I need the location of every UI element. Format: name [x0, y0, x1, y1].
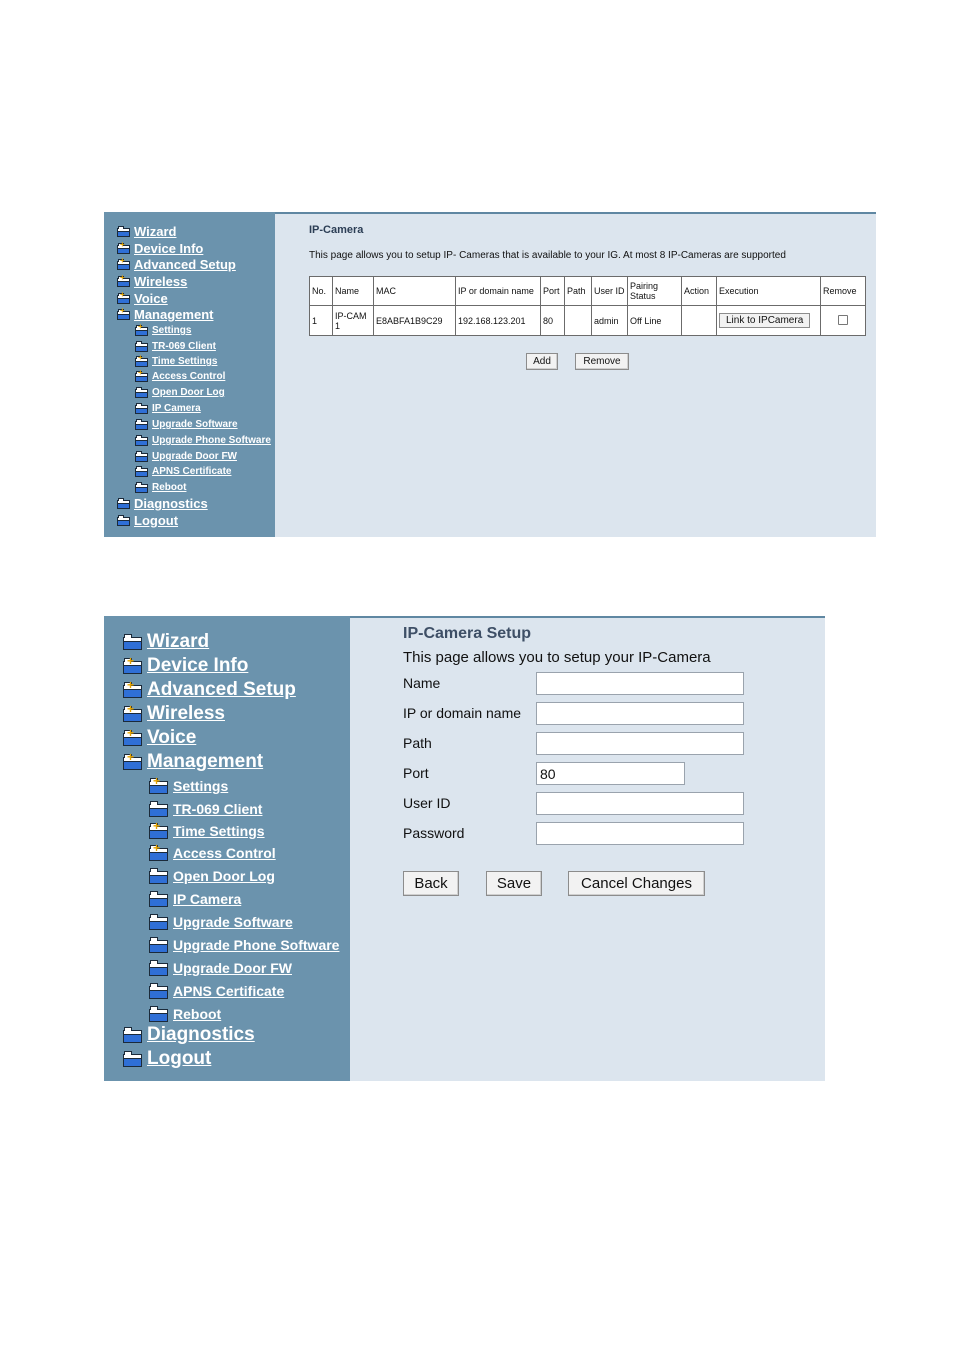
sidebar-item-access-control[interactable]: [149, 841, 276, 861]
password-input[interactable]: [536, 822, 744, 845]
port-input[interactable]: [536, 762, 685, 785]
sidebar-item-logout[interactable]: [117, 513, 178, 528]
port-label: Port: [403, 765, 429, 781]
folder-icon: [123, 1051, 142, 1067]
sidebar-item-label[interactable]: Device Info: [134, 241, 204, 256]
link-to-ipcamera-button[interactable]: Link to IPCamera: [719, 313, 810, 328]
sidebar-item-reboot[interactable]: [149, 1006, 221, 1022]
remove-checkbox[interactable]: [838, 315, 848, 325]
cancel-changes-button[interactable]: Cancel Changes: [568, 871, 705, 896]
sidebar-item-label[interactable]: Diagnostics: [134, 496, 208, 511]
cell-execution: [717, 306, 821, 336]
sidebar-item-label[interactable]: TR-069 Client: [152, 341, 216, 352]
add-button[interactable]: Add: [526, 353, 558, 370]
page-title: IP-Camera: [309, 224, 364, 236]
folder-plus-icon: +: [123, 706, 142, 722]
cell-action: [682, 306, 717, 336]
sidebar-item-label[interactable]: IP Camera: [173, 891, 242, 907]
path-label: Path: [403, 735, 432, 751]
folder-icon: [149, 937, 168, 953]
column-header: Execution: [717, 277, 821, 306]
sidebar-item-open-door-log[interactable]: [149, 868, 275, 884]
cell-user-id: admin: [592, 306, 628, 336]
folder-plus-icon: +: [135, 325, 148, 336]
folder-plus-icon: +: [117, 243, 130, 254]
sidebar-item-label[interactable]: Reboot: [152, 482, 187, 493]
sidebar-item-diagnostics[interactable]: [117, 496, 208, 511]
sidebar-item-advanced-setup[interactable]: [123, 679, 296, 701]
sidebar-item-upgrade-phone-software[interactable]: [135, 435, 271, 446]
sidebar-item-label[interactable]: APNS Certificate: [173, 983, 285, 999]
sidebar-item-label[interactable]: Logout: [147, 1048, 212, 1069]
cell-no: 1: [310, 306, 333, 336]
sidebar-item-label[interactable]: Voice: [147, 727, 197, 748]
sidebar-item-reboot[interactable]: [135, 482, 186, 493]
folder-icon: [123, 1027, 142, 1043]
sidebar-item-open-door-log[interactable]: [135, 387, 225, 398]
sidebar-nav: [104, 212, 275, 537]
folder-plus-icon: +: [117, 259, 130, 270]
sidebar-item-advanced-setup[interactable]: [117, 257, 236, 272]
folder-icon: [149, 983, 168, 999]
sidebar-item-time-settings[interactable]: [149, 819, 265, 839]
ip-domain-input[interactable]: [536, 702, 744, 725]
ipcamera-setup-panel: [104, 616, 825, 1081]
remove-button[interactable]: Remove: [575, 353, 629, 370]
sidebar-item-tr069-client[interactable]: [149, 801, 262, 817]
sidebar-item-label[interactable]: Upgrade Door FW: [152, 451, 237, 462]
cell-path: [565, 306, 592, 336]
folder-icon: [149, 914, 168, 930]
sidebar-item-wizard[interactable]: [117, 224, 177, 239]
sidebar-item-label[interactable]: Logout: [134, 513, 179, 528]
sidebar-item-diagnostics[interactable]: [123, 1024, 255, 1046]
column-header: Action: [682, 277, 717, 306]
folder-plus-icon: +: [117, 293, 130, 304]
sidebar-item-label[interactable]: Device Info: [147, 655, 249, 676]
name-label: Name: [403, 675, 441, 691]
sidebar-item-upgrade-door-fw[interactable]: [149, 960, 292, 976]
sidebar-item-label[interactable]: Upgrade Software: [173, 914, 293, 930]
folder-icon: [135, 387, 148, 398]
column-header: MAC: [374, 277, 456, 306]
folder-plus-icon: +: [123, 682, 142, 698]
page-description: This page allows you to setup your IP-Camera: [403, 649, 711, 666]
sidebar-item-label[interactable]: Wireless: [147, 703, 225, 724]
sidebar-item-label[interactable]: APNS Certificate: [152, 466, 232, 477]
sidebar-item-label[interactable]: Open Door Log: [173, 868, 275, 884]
folder-plus-icon: +: [117, 309, 130, 320]
folder-plus-icon: +: [123, 658, 142, 674]
sidebar-item-wireless[interactable]: [117, 274, 187, 289]
save-button[interactable]: Save: [486, 871, 542, 896]
folder-plus-icon: +: [117, 276, 130, 287]
cell-port: 80: [541, 306, 565, 336]
sidebar-item-label[interactable]: Time Settings: [152, 356, 218, 367]
folder-icon: [149, 960, 168, 976]
sidebar-item-management[interactable]: [123, 751, 263, 773]
folder-icon: [135, 435, 148, 446]
ip-domain-label: IP or domain name: [403, 705, 522, 721]
name-input[interactable]: [536, 672, 744, 695]
sidebar-item-apns-certificate[interactable]: [135, 466, 231, 477]
sidebar-item-ip-camera[interactable]: [135, 403, 201, 414]
sidebar-item-label[interactable]: Diagnostics: [147, 1024, 255, 1045]
sidebar-item-settings[interactable]: [135, 322, 192, 336]
sidebar-item-label[interactable]: Wireless: [134, 274, 188, 289]
column-header: Pairing Status: [628, 277, 682, 306]
sidebar-item-access-control[interactable]: [135, 368, 226, 382]
sidebar-item-label[interactable]: Upgrade Phone Software: [173, 937, 340, 953]
sidebar-item-voice[interactable]: [123, 727, 196, 749]
ip-camera-table: [309, 276, 866, 336]
sidebar-item-label[interactable]: Open Door Log: [152, 387, 225, 398]
folder-plus-icon: +: [135, 371, 148, 382]
sidebar-item-label[interactable]: Upgrade Door FW: [173, 960, 292, 976]
folder-plus-icon: +: [123, 754, 142, 770]
sidebar-item-label[interactable]: TR-069 Client: [173, 801, 263, 817]
sidebar-item-label[interactable]: Time Settings: [173, 823, 265, 839]
sidebar-item-label[interactable]: Management: [147, 751, 264, 772]
cell-pairing-status: Off Line: [628, 306, 682, 336]
folder-plus-icon: +: [149, 778, 168, 794]
folder-icon: [135, 466, 148, 477]
folder-plus-icon: +: [135, 356, 148, 367]
folder-icon: [149, 891, 168, 907]
folder-icon: [149, 868, 168, 884]
column-header: Name: [333, 277, 374, 306]
sidebar-item-voice[interactable]: [117, 291, 168, 306]
user-id-input[interactable]: [536, 792, 744, 815]
folder-icon: [135, 403, 148, 414]
column-header: Path: [565, 277, 592, 306]
sidebar-item-tr069-client[interactable]: [135, 341, 216, 352]
column-header: Remove: [821, 277, 866, 306]
column-header: No.: [310, 277, 333, 306]
folder-icon: [135, 482, 148, 493]
folder-icon: [117, 515, 130, 526]
sidebar-item-ip-camera[interactable]: [149, 891, 241, 907]
sidebar-item-label[interactable]: Advanced Setup: [147, 679, 296, 700]
sidebar-item-label[interactable]: Upgrade Phone Software: [152, 435, 271, 446]
page-description: This page allows you to setup IP- Cameras that is available to your IG. At most 8 IP-Cameras are supported: [309, 250, 786, 261]
folder-icon: [135, 419, 148, 430]
folder-icon: [149, 1006, 168, 1022]
column-header: IP or domain name: [456, 277, 541, 306]
path-input[interactable]: [536, 732, 744, 755]
column-header: Port: [541, 277, 565, 306]
folder-icon: [149, 801, 168, 817]
sidebar-item-upgrade-software[interactable]: [135, 419, 238, 430]
table-header-row: [310, 277, 866, 306]
sidebar-item-wireless[interactable]: [123, 703, 225, 725]
ipcamera-list-panel: [104, 212, 876, 537]
sidebar-item-device-info[interactable]: [123, 655, 248, 677]
password-label: Password: [403, 825, 465, 841]
sidebar-item-wizard[interactable]: [123, 631, 209, 653]
sidebar-item-label[interactable]: Settings: [152, 325, 192, 336]
sidebar-item-label[interactable]: Access Control: [152, 371, 226, 382]
cell-name: IP-CAM 1: [333, 306, 374, 336]
folder-icon: [117, 498, 130, 509]
user-id-label: User ID: [403, 795, 451, 811]
folder-plus-icon: +: [123, 730, 142, 746]
sidebar-item-logout[interactable]: [123, 1048, 211, 1070]
folder-plus-icon: +: [149, 823, 168, 839]
sidebar-item-label[interactable]: IP Camera: [152, 403, 201, 414]
sidebar-nav: [104, 616, 350, 1081]
sidebar-item-label[interactable]: Wizard: [147, 631, 210, 652]
sidebar-item-label[interactable]: Upgrade Software: [152, 419, 238, 430]
column-header: User ID: [592, 277, 628, 306]
sidebar-item-label[interactable]: Voice: [134, 291, 168, 306]
page-title: IP-Camera Setup: [403, 625, 532, 642]
sidebar-item-upgrade-software[interactable]: [149, 914, 293, 930]
sidebar-item-label[interactable]: Wizard: [134, 224, 177, 239]
folder-plus-icon: +: [149, 845, 168, 861]
sidebar-item-device-info[interactable]: [117, 241, 203, 256]
sidebar-item-upgrade-phone-software[interactable]: [149, 937, 339, 953]
back-button[interactable]: Back: [403, 871, 459, 896]
table-row: [310, 306, 866, 336]
cell-mac: E8ABFA1B9C29: [374, 306, 456, 336]
sidebar-item-label[interactable]: Settings: [173, 778, 229, 794]
folder-icon: [123, 634, 142, 650]
folder-icon: [117, 226, 130, 237]
cell-remove: [821, 306, 866, 336]
sidebar-item-label[interactable]: Reboot: [173, 1006, 222, 1022]
sidebar-item-label[interactable]: Access Control: [173, 845, 276, 861]
sidebar-item-apns-certificate[interactable]: [149, 983, 284, 999]
folder-icon: [135, 341, 148, 352]
cell-ip: 192.168.123.201: [456, 306, 541, 336]
folder-icon: [135, 451, 148, 462]
sidebar-item-upgrade-door-fw[interactable]: [135, 451, 237, 462]
sidebar-item-time-settings[interactable]: [135, 353, 218, 367]
sidebar-item-label[interactable]: Management: [134, 307, 214, 322]
sidebar-item-management[interactable]: [117, 307, 213, 322]
sidebar-item-label[interactable]: Advanced Setup: [134, 257, 236, 272]
sidebar-item-settings[interactable]: [149, 774, 229, 794]
